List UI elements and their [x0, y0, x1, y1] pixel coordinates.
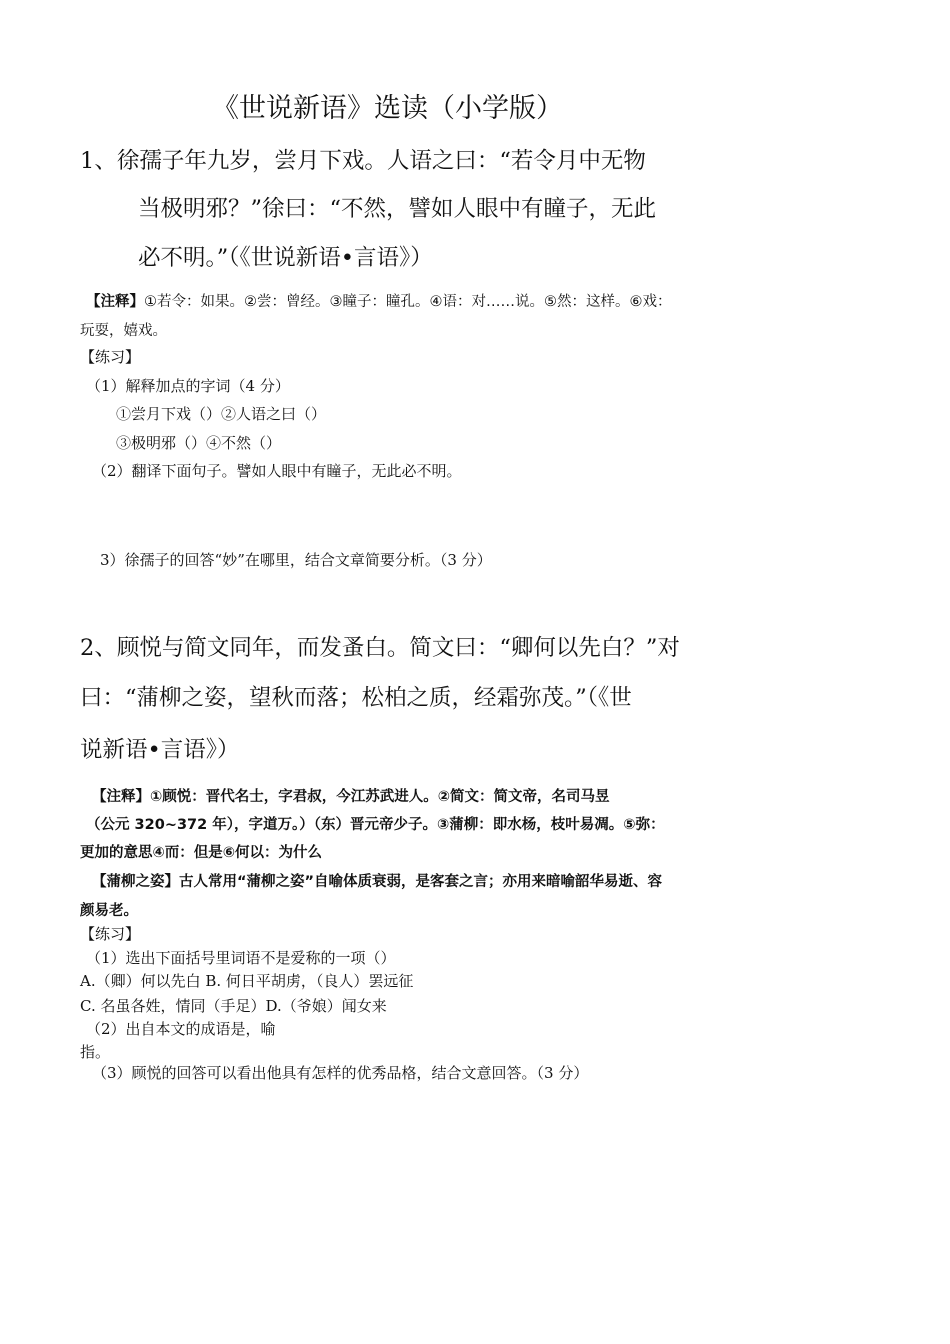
practice-2-q2-line-1: （2）出自本文的成语是，喻	[86, 1020, 276, 1038]
idiom-label: 【蒲柳之姿】	[92, 874, 179, 890]
practice-1-q2: （2）翻译下面句子。譬如人眼中有瞳子，无此必不明。	[92, 462, 462, 480]
note-1-line-2: 玩耍，嬉戏。	[80, 323, 167, 339]
note-2-label: 【注释】	[92, 789, 150, 805]
passage-2-line-1: 2、顾悦与简文同年，而发蚤白。简文曰：“卿何以先白？”对	[80, 635, 680, 661]
passage-2-line-3: 说新语•言语》）	[80, 737, 240, 763]
passage-1-line-3: 必不明。”（《世说新语•言语》）	[138, 245, 433, 271]
practice-2-q1: （1）选出下面括号里词语不是爱称的一项（）	[86, 949, 396, 967]
passage-2-line-2: 曰：“蒲柳之姿，望秋而落；松柏之质，经霜弥茂。”（《世	[80, 685, 632, 711]
practice-2-q1-options-ab: A.（卿）何以先白 B. 何日平胡虏，（良人）罢远征	[80, 972, 414, 990]
practice-1-q1: （1）解释加点的字词（4 分）	[86, 377, 290, 395]
idiom-line-1	[92, 870, 662, 891]
note-2-line-2: （公元 320~372 年），字道万。）（东）晋元帝少子。③蒲柳：即水杨，枝叶易凋。⑤弥：	[86, 817, 665, 833]
page-title: 《世说新语》选读（小学版）	[212, 93, 563, 124]
passage-1-line-2: 当极明邪？”徐曰：“不然，譬如人眼中有瞳子，无此	[138, 196, 657, 222]
practice-2-label: 【练习】	[80, 925, 141, 943]
note-2-text: ①顾悦：晋代名士，字君叔，今江苏武进人。②简文：简文帝，名司马昱	[150, 789, 610, 805]
idiom-line-2: 颜易老。	[80, 903, 138, 919]
note-1-line-1	[86, 290, 672, 311]
practice-1-q3: 3）徐孺子的回答“妙”在哪里，结合文章简要分析。（3 分）	[100, 551, 492, 569]
note-2-line-1	[92, 785, 610, 806]
practice-1-q1-items-b: ③极明邪（）④不然（）	[116, 434, 282, 452]
note-2-line-3: 更加的意思④而：但是⑥何以：为什么	[80, 845, 323, 861]
note-1-text: ①若令：如果。②尝：曾经。③瞳子：瞳孔。④语：对……说。⑤然：这样。⑥戏：	[144, 294, 672, 310]
practice-1-q1-items-a: ①尝月下戏（）②人语之曰（）	[116, 405, 327, 423]
practice-2-q2-line-2: 指。	[80, 1043, 111, 1061]
note-1-label: 【注释】	[86, 294, 144, 310]
practice-2-q3: （3）顾悦的回答可以看出他具有怎样的优秀品格，结合文意回答。（3 分）	[92, 1064, 589, 1082]
practice-1-label: 【练习】	[80, 348, 141, 366]
idiom-text: 古人常用“蒲柳之姿”自喻体质衰弱，是客套之言；亦用来暗喻韶华易逝、容	[179, 874, 663, 890]
passage-1-line-1: 1、徐孺子年九岁，尝月下戏。人语之曰：“若令月中无物	[80, 148, 646, 174]
practice-2-q1-options-cd: C. 名虽各姓，情同（手足）D.（爷娘）闻女来	[80, 997, 387, 1015]
